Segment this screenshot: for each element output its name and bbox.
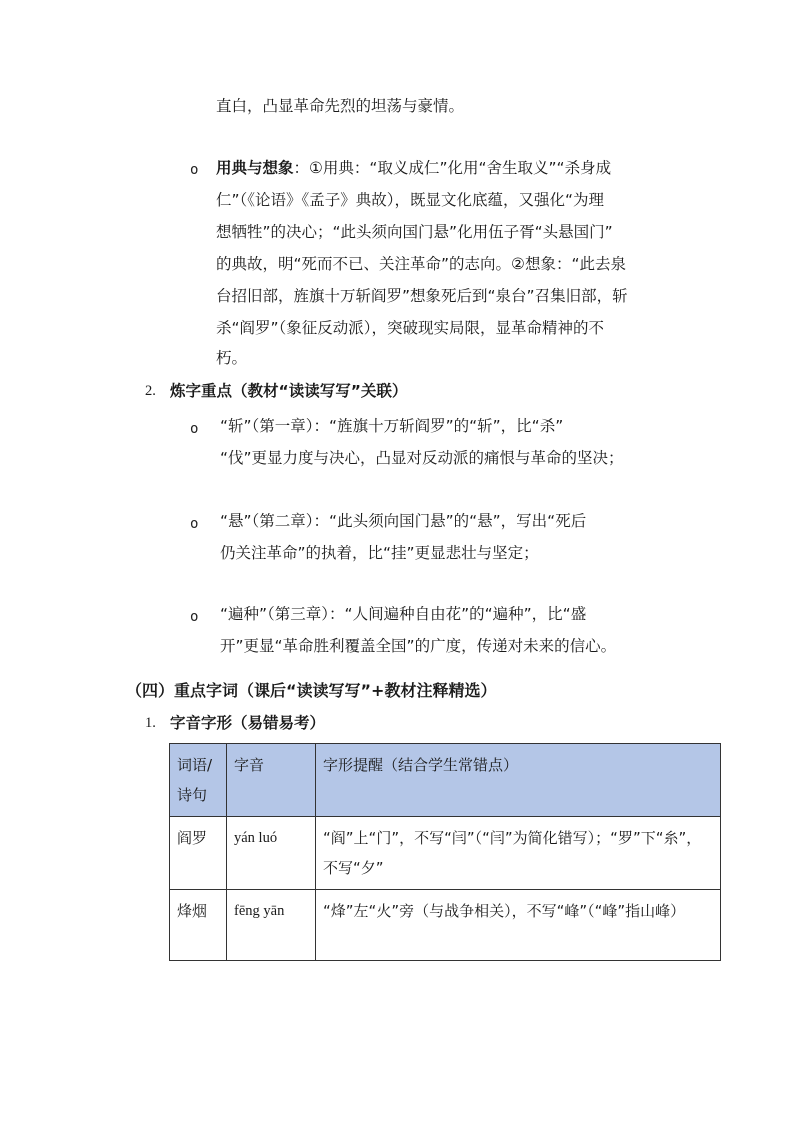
item2-line-1: 仍关注革命”的执着，比“挂”更显悲壮与坚定； (220, 544, 539, 562)
cell-pinyin: yán luó (227, 817, 316, 890)
allusion-first-line (216, 158, 611, 178)
bullet-icon: o (190, 162, 199, 178)
allusion-label: 用典与想象 (216, 159, 294, 177)
table-row (170, 890, 721, 961)
section2-title: 炼字重点（教材“读读写写”关联） (170, 382, 408, 400)
allusion-line-0: ①用典：“取义成仁”化用“舍生取义”“杀身成 (309, 159, 612, 177)
allusion-line-3: 的典故，明“死而不已、关注革命”的志向。②想象：“此去泉 (216, 255, 626, 273)
allusion-line-1: 仁”（《论语》《孟子》典故），既显文化底蕴，又强化“为理 (216, 191, 605, 209)
header-note: 字形提醒（结合学生常错点） (316, 744, 721, 817)
allusion-line-2: 想牺牲”的决心；“此头须向国门悬”化用伍子胥“头悬国门” (216, 223, 613, 241)
cell-pinyin: fēng yān (227, 890, 316, 961)
item3-line-0: “遍种”（第三章）：“人间遍种自由花”的“遍种”，比“盛 (220, 605, 587, 623)
header-pinyin: 字音 (227, 744, 316, 817)
cell-word: 烽烟 (170, 890, 227, 961)
subsection1-number: 1. (145, 715, 156, 731)
item3-line-1: 开”更显“革命胜利覆盖全国”的广度，传递对未来的信心。 (220, 637, 617, 655)
allusion-colon: ： (293, 159, 310, 177)
cell-note: “阎”上“门”，不写“闫”（“闫”为简化错写）；“罗”下“糸”，不写“夕” (316, 817, 721, 890)
subsection1-title: 字音字形（易错易考） (170, 714, 326, 732)
item2-line-0: “悬”（第二章）：“此头须向国门悬”的“悬”，写出“死后 (220, 512, 587, 530)
allusion-line-5: 杀“阎罗”（象征反动派），突破现实局限，显革命精神的不 (216, 319, 605, 337)
word-table (169, 743, 721, 961)
intro-line: 直白，凸显革命先烈的坦荡与豪情。 (216, 97, 465, 115)
bullet-icon: o (190, 609, 199, 625)
bullet-icon: o (190, 516, 199, 532)
item1-line-0: “斩”（第一章）：“旌旗十万斩阎罗”的“斩”，比“杀” (220, 417, 564, 435)
cell-note: “烽”左“火”旁（与战争相关），不写“峰”（“峰”指山峰） (316, 890, 721, 961)
section4-title: （四）重点字词（课后“读读写写”+教材注释精选） (126, 681, 497, 700)
table-row (170, 817, 721, 890)
item1-line-1: “伐”更显力度与决心，凸显对反动派的痛恨与革命的坚决； (220, 449, 624, 467)
bullet-icon: o (190, 421, 199, 437)
allusion-line-4: 台招旧部，旌旗十万斩阎罗”想象死后到“泉台”召集旧部，斩 (216, 287, 628, 305)
table-header-row (170, 744, 721, 817)
section2-number: 2. (145, 383, 156, 399)
cell-word: 阎罗 (170, 817, 227, 890)
header-word: 词语/诗句 (170, 744, 227, 817)
allusion-line-6: 朽。 (216, 349, 248, 367)
